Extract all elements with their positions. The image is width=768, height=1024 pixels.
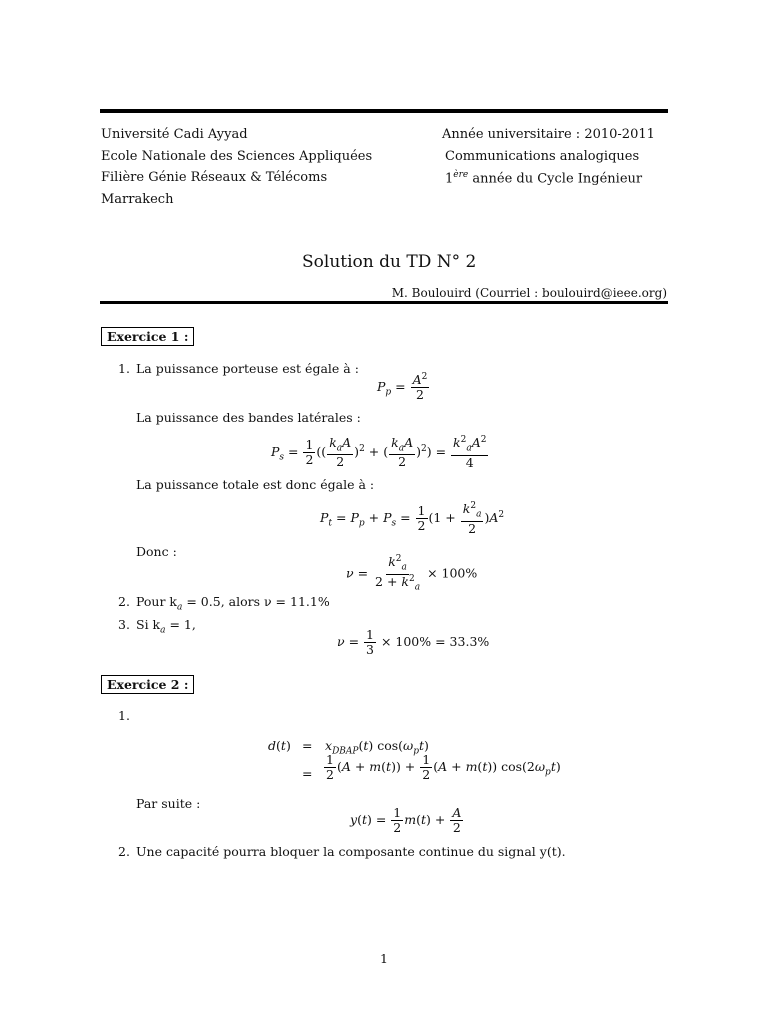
- ex1-item1-text: La puissance porteuse est égale à :: [136, 361, 359, 376]
- equation-output: y(t) = $\frac{1}{2}$ m(t) + $\frac{A}{2}$: [350, 805, 462, 835]
- ex2-item2-text: Une capacité pourra bloquer la composante continue du signal y(t).: [136, 844, 566, 859]
- ex1-item1-number: 1.: [118, 361, 130, 376]
- equation-total-power: $P_t = P_p + P_s$ = $\frac{1}{2}$ (1 + $\frac{k^2_a}{2}$ )$A^2$: [320, 501, 505, 536]
- equation-demod-eq2: =: [302, 766, 313, 781]
- title-rule: [100, 301, 668, 304]
- ex2-item2-number: 2.: [118, 844, 130, 859]
- header-city: Marrakech: [101, 192, 174, 207]
- ex1-total-text: La puissance totale est donc égale à :: [136, 477, 375, 492]
- equation-efficiency-max: ν = $\frac{1}{3}$ × 100% = 33.3%: [337, 627, 490, 657]
- header-university: Université Cadi Ayyad: [101, 127, 248, 142]
- page-number: 1: [380, 951, 388, 966]
- equation-carrier-power: $P_p$ = $\frac{A^2}{2}$: [377, 372, 428, 402]
- equation-efficiency: ν = $\frac{k^2_a}{2 + k^2_a}$ × 100%: [346, 554, 478, 593]
- ex1-item3-text: Si $k_a = 1$,: [136, 617, 196, 636]
- ex1-lateral-text: La puissance des bandes latérales :: [136, 410, 361, 425]
- header-school: Ecole Nationale des Sciences Appliquées: [101, 149, 373, 164]
- ex1-donc-text: Donc :: [136, 544, 177, 559]
- equation-demod-line1: d(t): [268, 738, 291, 753]
- header-course: Communications analogiques: [445, 149, 640, 164]
- ex1-item2-text: Pour $k_a = 0.5$, alors ν = 11.1%: [136, 594, 330, 613]
- header-year: Année universitaire : 2010-2011: [442, 127, 655, 142]
- header-program: Filière Génie Réseaux & Télécoms: [101, 170, 328, 185]
- header-level: 1ère année du Cycle Ingénieur: [445, 170, 643, 187]
- exercise-1-label: Exercice 1 :: [101, 327, 194, 346]
- exercise-2-label: Exercice 2 :: [101, 675, 194, 694]
- ex2-parsuite-text: Par suite :: [136, 796, 201, 811]
- equation-demod-rhs1: $x_{DBAP}(t)$ $\cos(\omega_pt)$: [325, 738, 429, 757]
- author-line: M. Boulouird (Courriel : boulouird@ieee.org): [391, 286, 667, 300]
- top-rule: [100, 109, 668, 113]
- equation-demod-eq1: =: [302, 738, 313, 753]
- equation-demod-rhs2: $\frac{1}{2}$ (A + m(t)) + $\frac{1}{2}$ (A + m(t)) $\cos(2\omega_pt)$: [326, 752, 561, 782]
- equation-sideband-power: $P_s$ = $\frac{1}{2}$ (( $\frac{k_aA}{2}$ )$^2$ + ( $\frac{k_aA}{2}$ )$^2$) = $\frac{k^2_aA^2}{4}$: [271, 435, 487, 470]
- ex1-item2-number: 2.: [118, 594, 130, 609]
- page-title: Solution du TD N° 2: [302, 252, 477, 272]
- ex2-item1-number: 1.: [118, 708, 130, 723]
- ex1-item3-number: 3.: [118, 617, 130, 632]
